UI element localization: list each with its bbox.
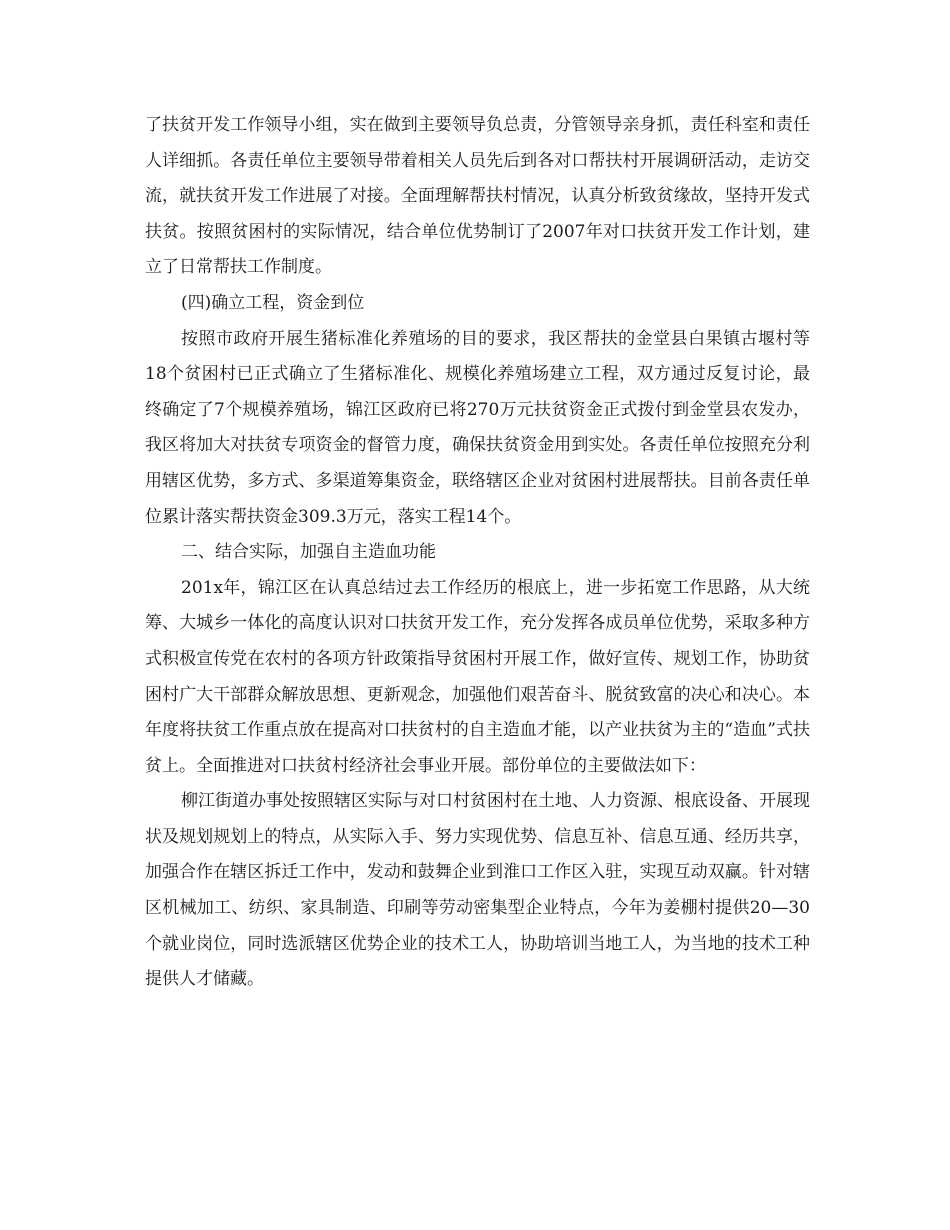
paragraph-funding: 按照市政府开展生猪标准化养殖场的目的要求，我区帮扶的金堂县白果镇古堰村等18个贫困村已正式确立了生猪标准化、规模化养殖场建立工程，双方通过反复讨论，最终确定了7个规模养殖场，锦江区政府已将270万元扶贫资金正式拨付到金堂县农发办，我区将加大对扶贫专项资金的督管力度，确保扶贫资金用到实处。各责任单位按照充分利用辖区优势，多方式、多渠道筹集资金，联络辖区企业对贫困村进展帮扶。目前各责任单位累计落实帮扶资金309.3万元，落实工程14个。 xyxy=(145,328,810,527)
paragraph-liujiang-street: 柳江街道办事处按照辖区实际与对口村贫困村在土地、人力资源、根底设备、开展现状及规划规划上的特点，从实际入手、努力实现优势、信息互补、信息互通、经历共享，加强合作在辖区拆迁工作中，发动和鼓舞企业到淮口工作区入驻，实现互动双赢。针对辖区机械加工、纺织、家具制造、印刷等劳动密集型企业特点，今年为姜棚村提供20—30个就业岗位，同时选派辖区优势企业的技术工人，协助培训当地工人，为当地的技术工种提供人才储藏。 xyxy=(145,791,810,990)
document-body xyxy=(145,108,810,998)
section-heading-four: (四)确立工程，资金到位 xyxy=(181,292,365,313)
paragraph-self-development: 201x年，锦江区在认真总结过去工作经历的根底上，进一步拓宽工作思路，从大统筹、大城乡一体化的高度认识对口扶贫开发工作，充分发挥各成员单位优势，采取多种方式积极宣传党在农村的各项方针政策指导贫困村开展工作，做好宣传、规划工作，协助贫困村广大干部群众解放思想、更新观念，加强他们艰苦奋斗、脱贫致富的决心和决心。本年度将扶贫工作重点放在提高对口扶贫村的自主造血才能，以产业扶贫为主的“造血”式扶贫上。全面推进对口扶贫村经济社会事业开展。部份单位的主要做法如下： xyxy=(145,577,810,776)
section-heading-two: 二、结合实际，加强自主造血功能 xyxy=(181,542,436,563)
paragraph-continued: 了扶贫开发工作领导小组，实在做到主要领导负总责，分管领导亲身抓，责任科室和责任人详细抓。各责任单位主要领导带着相关人员先后到各对口帮扶村开展调研活动，走访交流，就扶贫开发工作进展了对接。全面理解帮扶村情况，认真分析致贫缘故，坚持开发式扶贫。按照贫困村的实际情况，结合单位优势制订了2007年对口扶贫开发工作计划，建立了日常帮扶工作制度。 xyxy=(145,115,810,278)
